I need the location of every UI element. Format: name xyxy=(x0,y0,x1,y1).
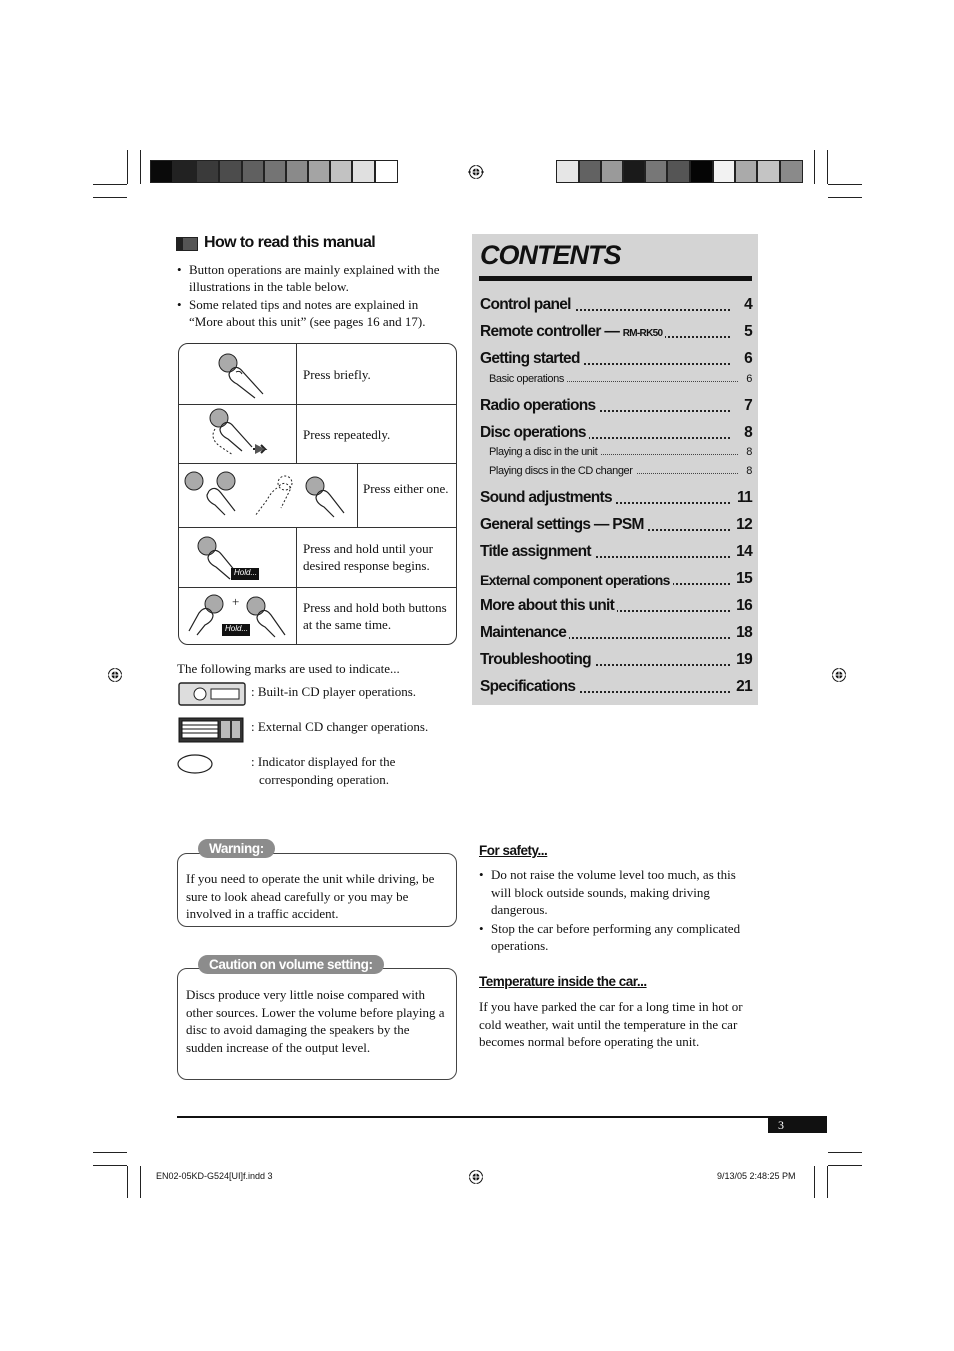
toc-entry[interactable]: Playing a disc in the unit 8 xyxy=(489,446,752,458)
table-row: Press repeatedly. xyxy=(179,404,456,463)
toc-entry[interactable]: Maintenance 18 xyxy=(480,624,752,641)
toc-entry[interactable]: Control panel 4 xyxy=(480,296,752,313)
section-marker-icon xyxy=(176,237,198,251)
list-item: • Button operations are mainly explained with the illustrations in the table below. xyxy=(177,261,455,295)
contents-panel xyxy=(472,234,758,705)
press-briefly-finger-icon xyxy=(179,344,297,404)
caution-box: Discs produce very little noise compared with other sources. Lower the volume before playing a disc to avoid damaging the speakers by the sudden increase of the output level. xyxy=(177,968,457,1080)
contents-title: CONTENTS xyxy=(480,240,621,270)
list-item: • Do not raise the volume level too much, as this will block outside sounds, making driving dangerous. xyxy=(479,866,759,919)
table-row: Press either one. xyxy=(179,463,456,527)
cd-changer-icon xyxy=(178,717,244,743)
toc-entry[interactable]: Title assignment 14 xyxy=(480,543,752,560)
how-to-read-heading: How to read this manual xyxy=(176,234,456,256)
registration-mark-icon xyxy=(107,667,123,683)
registration-mark-icon xyxy=(468,164,484,180)
toc-entry[interactable]: Remote controller — RM-RK50 5 xyxy=(480,323,752,340)
safety-heading: For safety... xyxy=(479,843,548,858)
warning-box: If you need to operate the unit while driving, be sure to look ahead carefully or you may be involved in a traffic accident. xyxy=(177,853,457,927)
table-row: Press briefly. xyxy=(179,344,456,404)
marks-intro: The following marks are used to indicate... xyxy=(177,661,400,676)
toc-entry[interactable]: Getting started 6 xyxy=(480,350,752,367)
list-item: • Some related tips and notes are explained in “More about this unit” (see pages 16 and 17). xyxy=(177,296,455,330)
toc-entry[interactable]: More about this unit 16 xyxy=(480,597,752,614)
press-hold-finger-icon: Hold... xyxy=(179,528,297,587)
indicator-oval-icon xyxy=(177,754,213,774)
slug-file: EN02-05KD-G524[UI]f.indd 3 xyxy=(156,1171,273,1181)
built-in-cd-icon xyxy=(178,682,246,706)
toc-entry[interactable]: Specifications 21 xyxy=(480,678,752,695)
press-repeatedly-finger-icon xyxy=(179,405,297,463)
press-hold-both-finger-icon: + Hold... xyxy=(179,588,297,645)
toc-entry[interactable]: Troubleshooting 19 xyxy=(480,651,752,668)
list-item: • Stop the car before performing any complicated operations. xyxy=(479,920,759,955)
registration-mark-icon xyxy=(468,1169,484,1185)
temperature-text: If you have parked the car for a long time in hot or cold weather, wait until the temperature in the car becomes normal before operating the unit. xyxy=(479,999,743,1049)
registration-mark-icon xyxy=(831,667,847,683)
footer-rule xyxy=(177,1116,827,1118)
button-operations-table xyxy=(178,343,457,645)
toc-entry[interactable]: Disc operations 8 xyxy=(480,424,752,441)
page-number: 3 xyxy=(768,1118,827,1133)
caution-tab: Caution on volume setting: xyxy=(198,955,384,974)
slug-date: 9/13/05 2:48:25 PM xyxy=(717,1171,796,1181)
temperature-heading: Temperature inside the car... xyxy=(479,974,647,989)
contents-rule xyxy=(479,276,752,281)
toc-entry[interactable]: Sound adjustments 11 xyxy=(480,489,752,506)
toc-entry[interactable]: Radio operations 7 xyxy=(480,397,752,414)
table-row: + Hold... Press and hold both buttons at the same time. xyxy=(179,587,456,645)
toc-entry[interactable]: General settings — PSM 12 xyxy=(480,516,752,533)
toc-entry[interactable]: Basic operations 6 xyxy=(489,373,752,385)
warning-tab: Warning: xyxy=(198,839,275,858)
toc-entry[interactable]: External component operations 15 xyxy=(480,570,752,588)
toc-entry[interactable]: Playing discs in the CD changer 8 xyxy=(489,465,752,477)
how-to-read-bullets xyxy=(177,261,455,331)
table-row: Hold... Press and hold until your desired response begins. xyxy=(179,527,456,587)
safety-bullets xyxy=(479,866,759,956)
press-either-finger-icon xyxy=(179,464,358,527)
